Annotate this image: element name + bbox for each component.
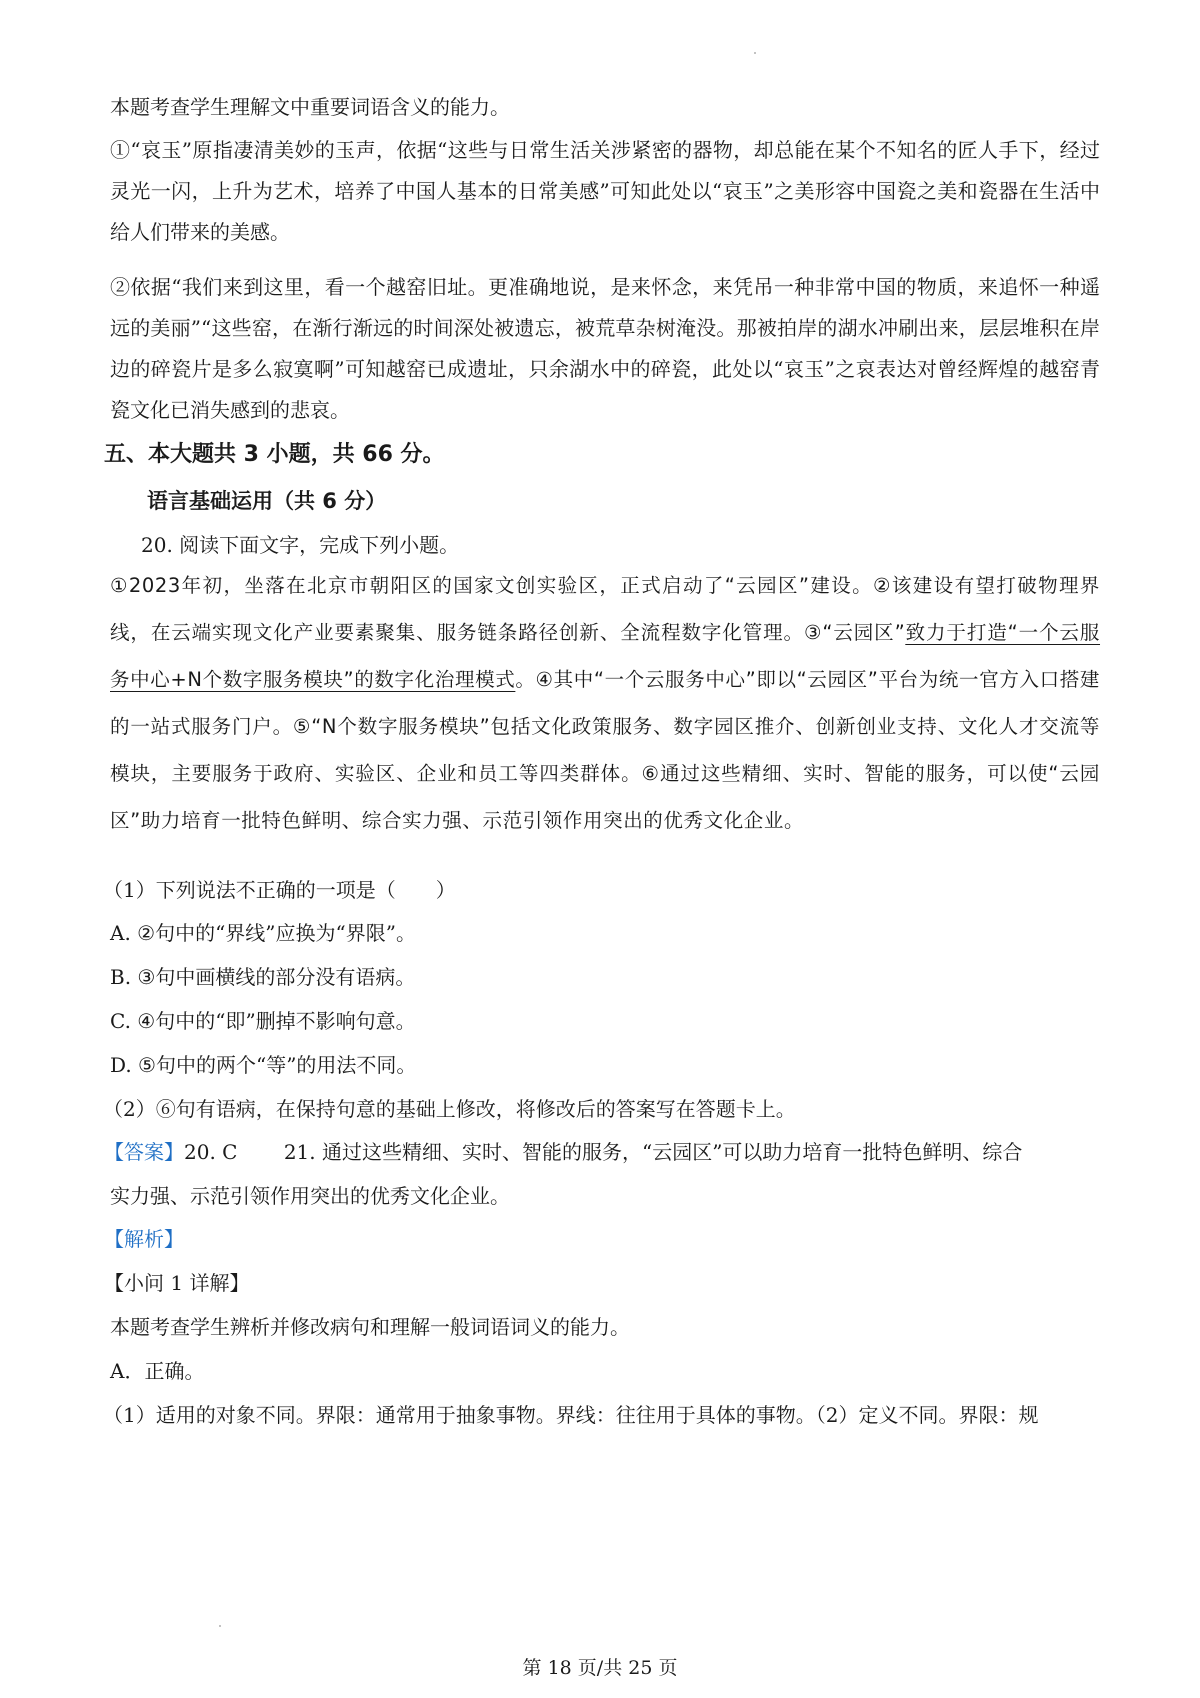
analysis-point-2: ②依据“我们来到这里，看一个越窑旧址。更准确地说，是来怀念，来凭吊一种非常中国的物质，来追怀一种遥远的美丽”“这些窑，在渐行渐远的时间深处被遗忘，被荒草杂树淹没。那被拍岸的湖水冲刷出来，层层堆积在岸边的碎瓷片是多么寂寞啊”可知越窑已成遗址，只余湖水中的碎瓷，此处以“哀玉”之哀表达对曾经辉煌的越窑青瓷文化已消失感到的悲哀。 [110, 275, 1100, 422]
explanation-line: （1）适用的对象不同。界限：通常用于抽象事物。界线：往往用于具体的事物。（2）定义不同。界限：规 [103, 1403, 1039, 1427]
answer-text-1: 20. C 21. 通过这些精细、实时、智能的服务，“云园区”可以助力培育一批特色鲜明、综合 [184, 1140, 1023, 1164]
detail-label: 【小问 1 详解】 [104, 1271, 250, 1295]
answer-line-2: 实力强、示范引领作用突出的优秀文化企业。 [110, 1184, 510, 1208]
passage-part-1: ①2023年初，坐落在北京市朝阳区的国家文创实验区，正式启动了“云园区”建设。②该建设有望打破物理界线，在云端实现文化产业要素聚集、服务链条路径创新、全流程数字化管理。③“云园区” [110, 574, 1100, 644]
scan-speck [219, 1625, 221, 1627]
option-c: C. ④句中的“即”删掉不影响句意。 [110, 1009, 416, 1033]
underlined-sentence: 致力于打造“一个云服务中心+N个数字服务模块”的数字化治理模式 [110, 621, 1101, 691]
question-intro: 20. 阅读下面文字，完成下列小题。 [141, 533, 460, 557]
reading-passage [110, 562, 1100, 844]
option-b: B. ③句中画横线的部分没有语病。 [110, 965, 416, 989]
option-a-verdict: A．正确。 [110, 1359, 205, 1383]
intro-line: 本题考查学生理解文中重要词语含义的能力。 [110, 95, 510, 119]
scan-speck [754, 52, 756, 54]
subsection-heading: 语言基础运用（共 6 分） [147, 489, 387, 513]
page-footer: 第 18 页/共 25 页 [522, 1657, 678, 1679]
option-a: A. ②句中的“界线”应换为“界限”。 [110, 921, 416, 945]
analysis-intro: 本题考查学生辨析并修改病句和理解一般词语词义的能力。 [110, 1315, 630, 1339]
section-heading: 五、本大题共 3 小题，共 66 分。 [104, 442, 445, 467]
passage-part-2: 。④其中“一个云服务中心”即以“云园区”平台为统一官方入口搭建的一站式服务门户。⑤“N个数字服务模块”包括文化政策服务、数字园区推介、创新创业支持、文化人才交流等模块，主要服务于政府、实验区、企业和员工等四类群体。⑥通过这些精细、实时、智能的服务，可以使“云园区”助力培育一批特色鲜明、综合实力强、示范引领作用突出的优秀文化企业。 [110, 668, 1100, 832]
option-d: D. ⑤句中的两个“等”的用法不同。 [110, 1053, 417, 1077]
analysis-label: 【解析】 [104, 1227, 184, 1251]
sub-question-1: （1）下列说法不正确的一项是（ ） [103, 878, 456, 902]
answer-label: 【答案】 [104, 1140, 184, 1164]
analysis-point-1: ①“哀玉”原指凄清美妙的玉声，依据“这些与日常生活关涉紧密的器物，却总能在某个不知名的匠人手下，经过灵光一闪，上升为艺术，培养了中国人基本的日常美感”可知此处以“哀玉”之美形容中国瓷之美和瓷器在生活中给人们带来的美感。 [110, 138, 1100, 244]
sub-question-2: （2）⑥句有语病，在保持句意的基础上修改，将修改后的答案写在答题卡上。 [103, 1097, 796, 1121]
answer-line-1 [104, 1137, 1022, 1167]
